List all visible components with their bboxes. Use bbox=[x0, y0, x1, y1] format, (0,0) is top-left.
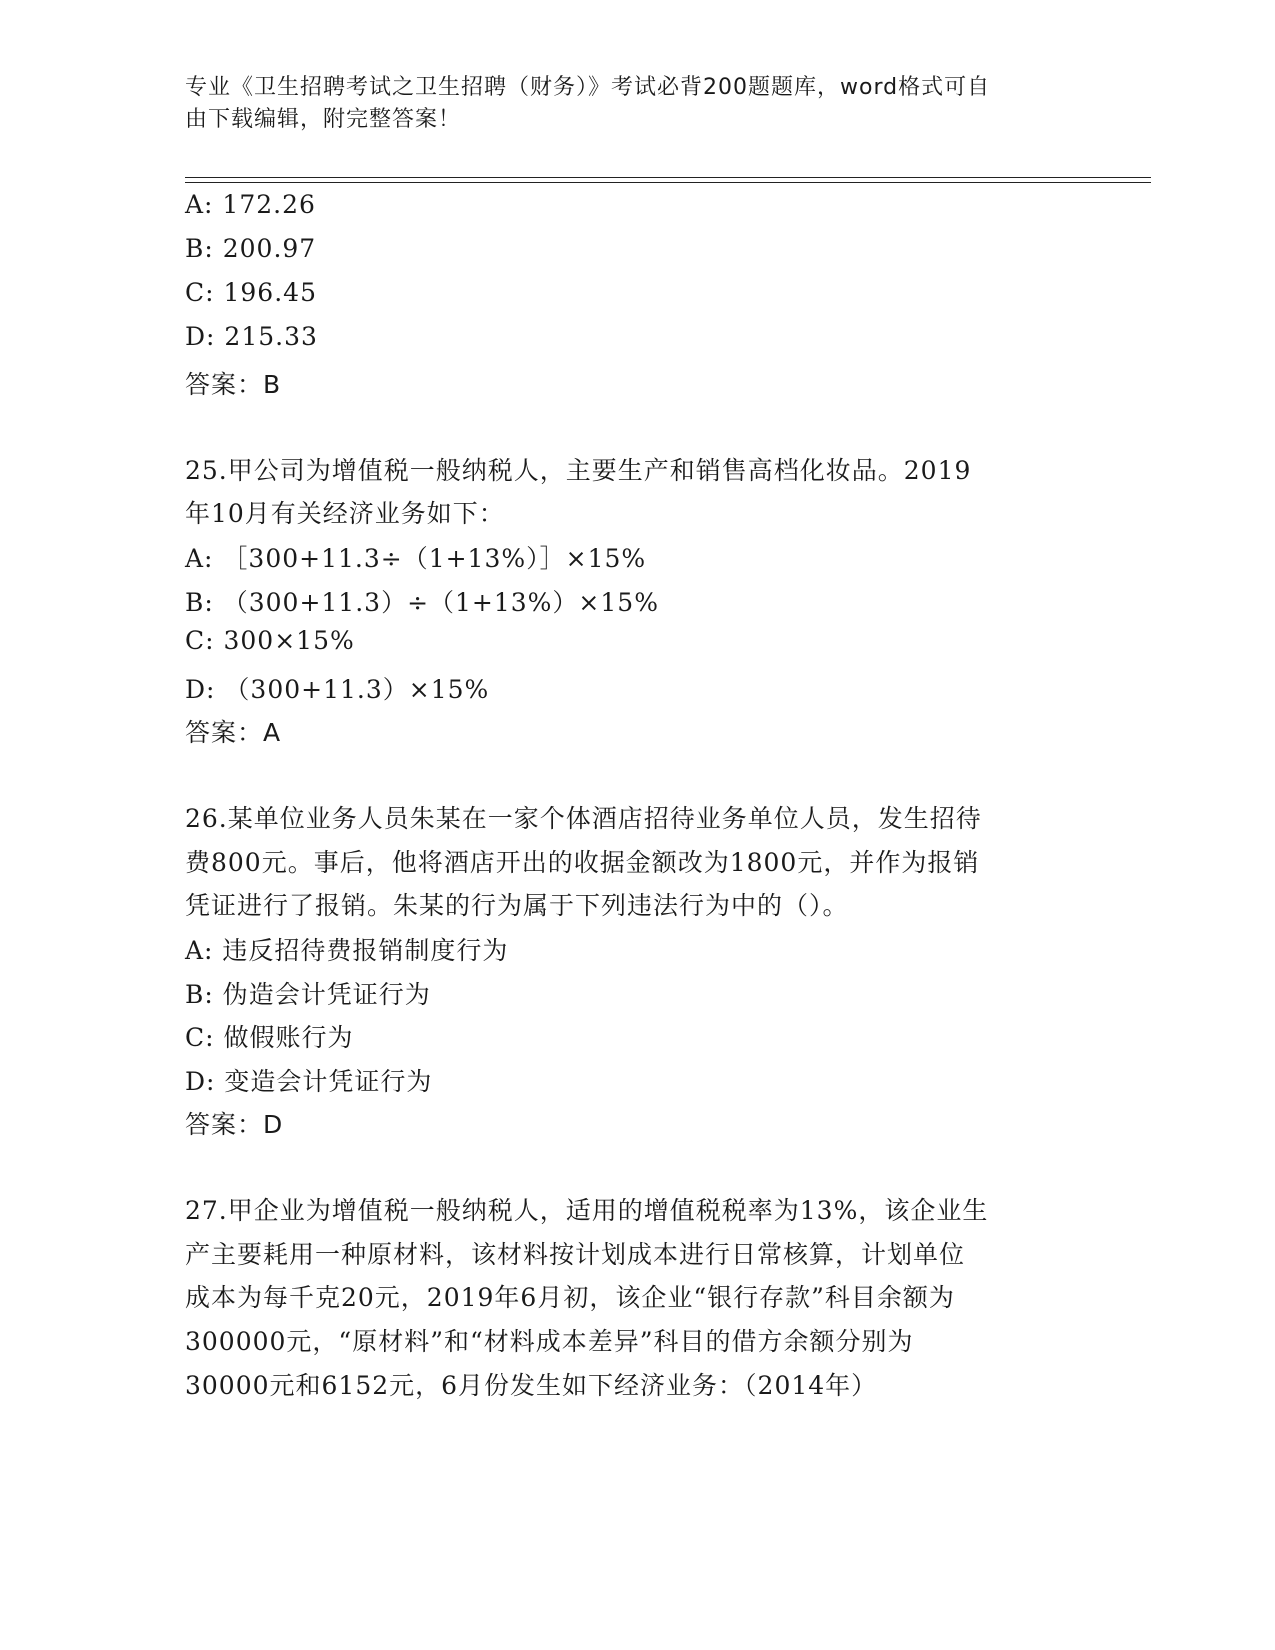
q26-option-a: A: 违反招待费报销制度行为 bbox=[185, 936, 509, 965]
q24-option-a: A: 172.26 bbox=[185, 190, 316, 219]
q24-option-d: D: 215.33 bbox=[185, 322, 318, 351]
q25-option-b: B: （300+11.3）÷（1+13%）×15% bbox=[185, 588, 659, 617]
q27-stem-line-2: 产主要耗用一种原材料，该材料按计划成本进行日常核算，计划单位 bbox=[185, 1240, 966, 1269]
q27-stem-line-3: 成本为每千克20元，2019年6月初，该企业“银行存款”科目余额为 bbox=[185, 1283, 955, 1312]
header-line-1: 专业《卫生招聘考试之卫生招聘（财务）》考试必背200题题库，word格式可自 bbox=[185, 75, 991, 100]
q26-stem-line-3: 凭证进行了报销。朱某的行为属于下列违法行为中的（）。 bbox=[185, 891, 849, 920]
q25-option-d: D: （300+11.3）×15% bbox=[185, 675, 490, 704]
q24-option-c: C: 196.45 bbox=[185, 278, 317, 307]
q26-option-d: D: 变造会计凭证行为 bbox=[185, 1067, 433, 1096]
q26-option-b: B: 伪造会计凭证行为 bbox=[185, 980, 431, 1009]
q26-answer: 答案：D bbox=[185, 1110, 284, 1139]
q27-stem-line-1: 27.甲企业为增值税一般纳税人，适用的增值税税率为13%，该企业生 bbox=[185, 1196, 989, 1225]
q27-stem-line-4: 300000元，“原材料”和“材料成本差异”科目的借方余额分别为 bbox=[185, 1327, 914, 1356]
q26-stem-line-1: 26.某单位业务人员朱某在一家个体酒店招待业务单位人员，发生招待 bbox=[185, 804, 982, 833]
q25-answer: 答案：A bbox=[185, 718, 282, 747]
q25-option-c: C: 300×15% bbox=[185, 626, 355, 655]
q26-option-c: C: 做假账行为 bbox=[185, 1023, 354, 1052]
q24-option-b: B: 200.97 bbox=[185, 234, 317, 263]
document-header bbox=[185, 72, 1065, 136]
q24-answer: 答案：B bbox=[185, 370, 282, 399]
q25-stem-line-1: 25.甲公司为增值税一般纳税人，主要生产和销售高档化妆品。2019 bbox=[185, 456, 972, 485]
q27-stem-line-5: 30000元和6152元，6月份发生如下经济业务：（2014年） bbox=[185, 1371, 878, 1400]
q25-stem-line-2: 年10月有关经济业务如下： bbox=[185, 499, 505, 528]
q26-stem-line-2: 费800元。事后，他将酒店开出的收据金额改为1800元，并作为报销 bbox=[185, 848, 980, 877]
header-divider-top bbox=[185, 177, 1151, 178]
q25-option-a: A: ［300+11.3÷（1+13%）］×15% bbox=[185, 544, 647, 573]
header-line-2: 由下载编辑，附完整答案！ bbox=[185, 107, 462, 132]
header-divider-bottom bbox=[185, 182, 1151, 183]
